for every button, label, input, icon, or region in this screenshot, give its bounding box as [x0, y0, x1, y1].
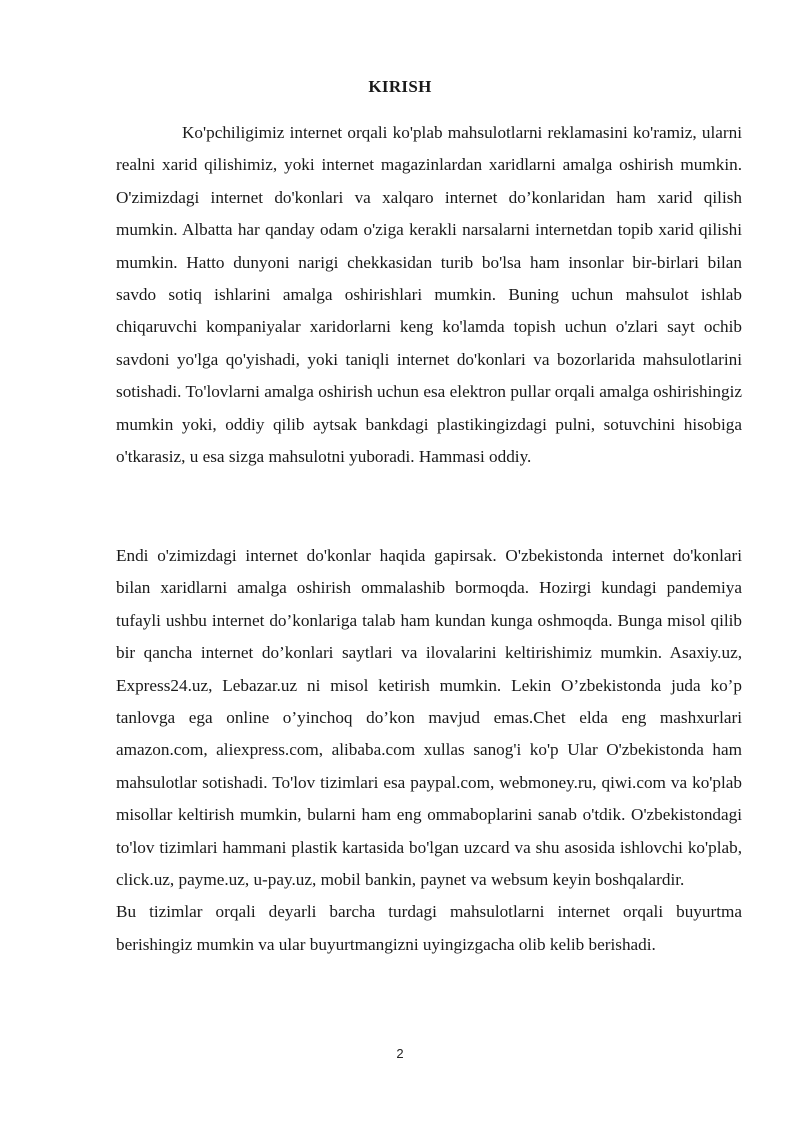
- intro-section: [116, 117, 742, 473]
- paragraph-intro: Ko'pchiligimiz internet orqali ko'plab mahsulotlarni reklamasini ko'ramiz, ularni realni xarid qilishimiz, yoki internet magazinlardan xaridlarni amalga oshirish mumkin. O'zimizdagi internet do'konlari va xalqaro internet do’konlaridan ham xarid qilish mumkin. Albatta har qanday odam o'ziga kerakli narsalarni internetdan topib xarid qilishi mumkin. Hatto dunyoni narigi chekkasidan turib bo'lsa ham insonlar bir-birlari bilan savdo sotiq ishlarini amalga oshirishlari mumkin. Buning uchun mahsulot ishlab chiqaruvchi kompaniyalar xaridorlarni keng ko'lamda topish uchun o'zlari sayt ochib savdoni yo'lga qo'yishadi, yoki taniqli internet do'konlari va bozorlarida mahsulotlarini sotishadi. To'lovlarni amalga oshirish uchun esa elektron pullar orqali amalga oshirishingiz mumkin yoki, oddiy qilib aytsak bankdagi plastikingizdagi pulni, sotuvchini hisobiga o'tkarasiz, u esa sizga mahsulotni yuboradi. Hammasi oddiy.: [116, 123, 742, 467]
- page-title: KIRISH: [368, 77, 432, 96]
- paragraph-local-shops: Endi o'zimizdagi internet do'konlar haqida gapirsak. O'zbekistonda internet do'konlari bilan xaridlarni amalga oshirish ommalashib bormoqda. Hozirgi kundagi pandemiya tufayli ushbu internet do’konlariga talab ham kundan kunga oshmoqda. Bunga misol qilib bir qancha internet do’konlari saytlari va ilovalarini keltirishimiz mumkin. Asaxiy.uz, Express24.uz, Lebazar.uz ni misol ketirish mumkin. Lekin O’zbekistonda juda ko’p tanlovga ega online o’yinchoq do’kon mavjud emas.Chet elda eng mashxurlari amazon.com, aliexpress.com, alibaba.com xullas sanog'i ko'p Ular O'zbekistonda ham mahsulotlar sotishadi. To'lov tizimlari esa paypal.com, webmoney.ru, qiwi.com va ko'plab misollar keltirish mumkin, bularni ham eng ommaboplarini sanab o'tdik. O'zbekistondagi to'lov tizimlari hammani plastik kartasida bo'lgan uzcard va shu asosida ishlovchi ko'plab, click.uz, payme.uz, u-pay.uz, mobil bankin, paynet va websum keyin boshqalardir.: [116, 546, 742, 890]
- page-number: 2: [396, 1046, 404, 1061]
- paragraph-payment-systems: Bu tizimlar orqali deyarli barcha turdagi mahsulotlarni internet orqali buyurtma berishingiz mumkin va ular buyurtmangizni uyingizgacha olib kelib berishadi.: [116, 902, 742, 954]
- online-shops-section: [116, 540, 742, 961]
